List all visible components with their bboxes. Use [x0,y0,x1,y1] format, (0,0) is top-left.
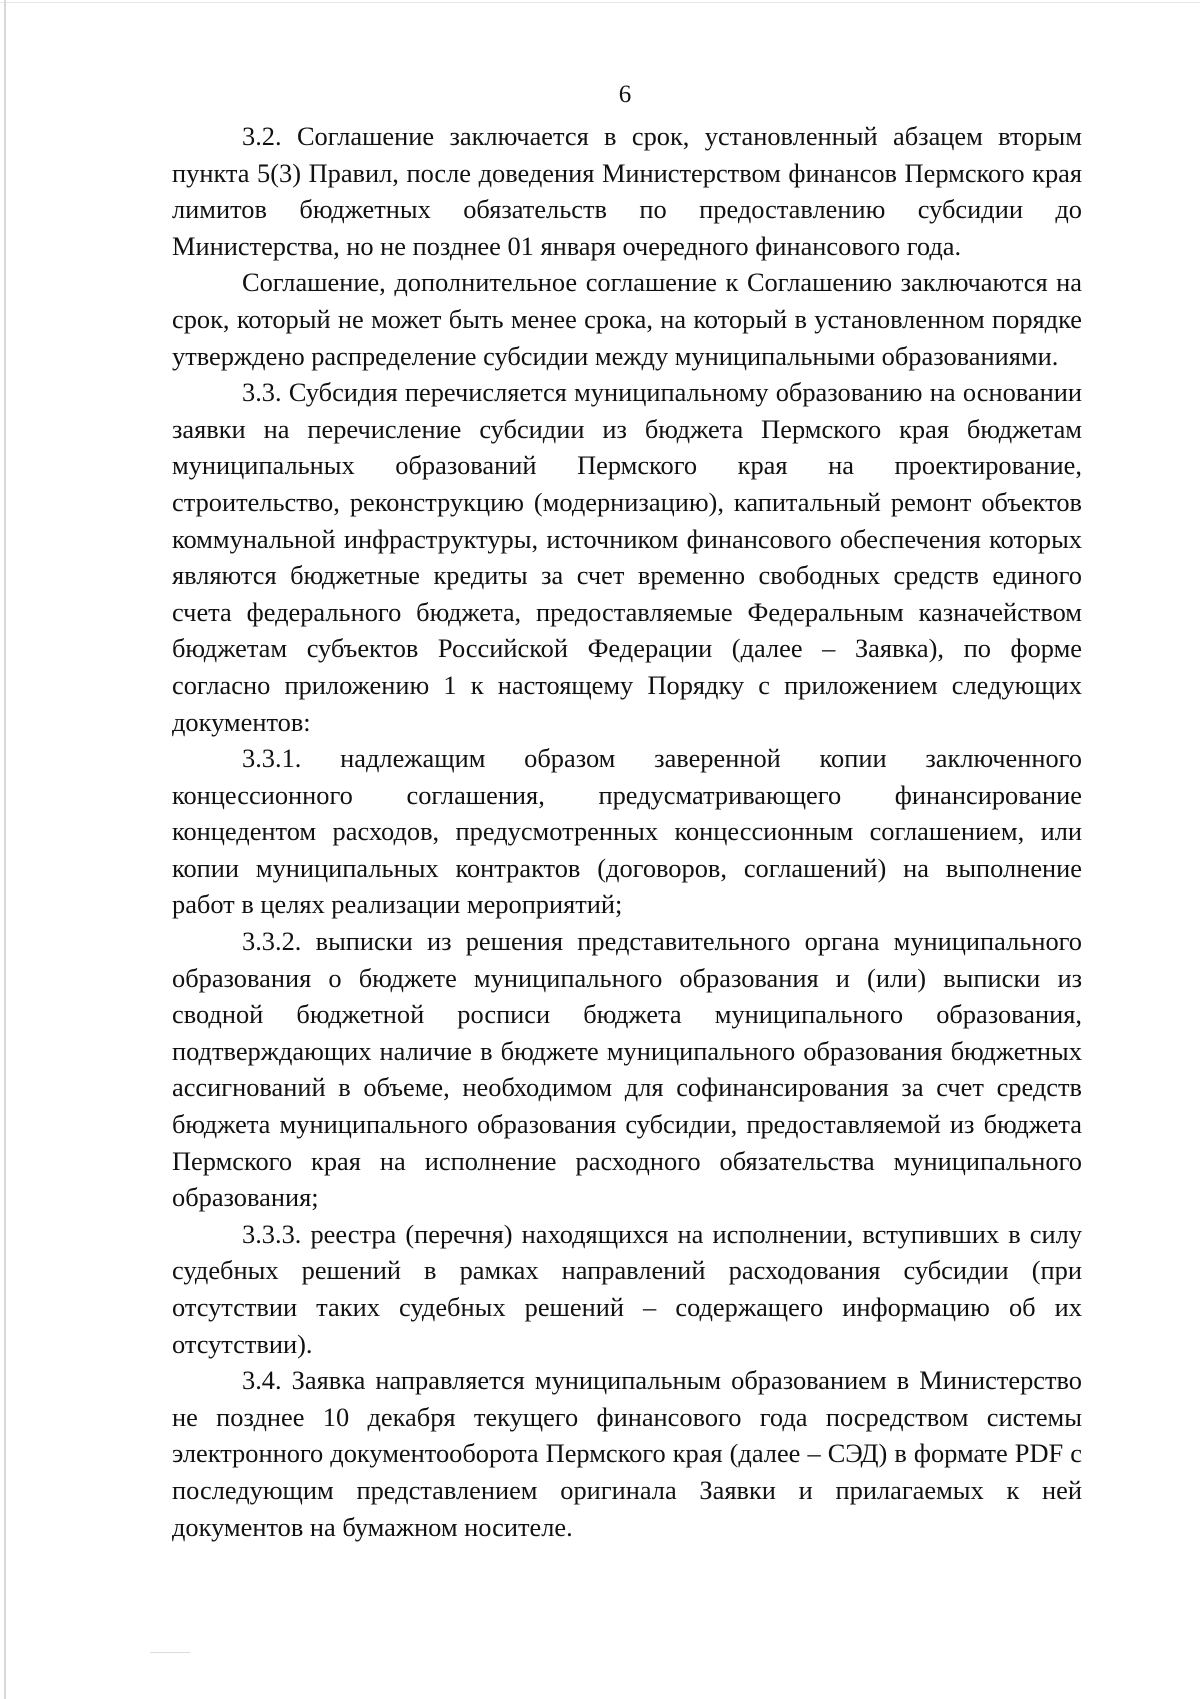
scan-edge-top [0,2,1200,3]
paragraph-agreement-term: Соглашение, дополнительное соглашение к Соглашению заключаются на срок, который не может быть менее срока, на который в установленном порядке утверждено распределение субсидии между муниципальными образованиями. [172,267,1082,371]
scan-edge-left [4,0,6,1699]
paragraph-3-3-3: 3.3.3. реестра (перечня) находящихся на исполнении, вступивших в силу судебных решений в рамках направлений расходования субсидии (при отсутствии таких судебных решений – содержащего информацию об их отсутствии). [172,1218,1082,1359]
page-number: 6 [618,81,632,108]
paragraph-3-3-2: 3.3.2. выписки из решения представительного органа муниципального образования о бюджете муниципального образования и (или) выписки из сводной бюджетной росписи бюджета муниципального образования, подтверждающих наличие в бюджете муниципального образования бюджетных ассигнований в объеме, необходимом для софинансирования за счет средств бюджета муниципального образования субсидии, предоставляемой из бюджета Пермского края на исполнение расходного обязательства муниципального образования; [172,926,1082,1213]
paragraph-3-3: 3.3. Субсидия перечисляется муниципальному образованию на основании заявки на перечисление субсидии из бюджета Пермского края бюджетам муниципальных образований Пермского края на проектирование, строительство, реконструкцию (модернизацию), капитальный ремонт объектов коммунальной инфраструктуры, источником финансового обеспечения которых являются бюджетные кредиты за счет временно свободных средств единого счета федерального бюджета, предоставляемые Федеральным казначейством бюджетам субъектов Российской Федерации (далее – Заявка), по форме согласно приложению 1 к настоящему Порядку с приложением следующих документов: [172,377,1082,737]
document-body [172,118,1082,1545]
scan-artifact [150,1652,190,1653]
paragraph-3-3-1: 3.3.1. надлежащим образом заверенной копии заключенного концессионного соглашения, предусматривающего финансирование концедентом расходов, предусмотренных концессионным соглашением, или копии муниципальных контрактов (договоров, соглашений) на выполнение работ в целях реализации мероприятий; [172,743,1082,920]
paragraph-3-2: 3.2. Соглашение заключается в срок, установленный абзацем вторым пункта 5(3) Правил, после доведения Министерством финансов Пермского края лимитов бюджетных обязательств по предоставлению субсидии до Министерства, но не позднее 01 января очередного финансового года. [172,121,1082,261]
paragraph-3-4: 3.4. Заявка направляется муниципальным образованием в Министерство не позднее 10 декабря текущего финансового года посредством системы электронного документооборота Пермского края (далее – СЭД) в формате PDF с последующим представлением оригинала Заявки и прилагаемых к ней документов на бумажном носителе. [172,1365,1082,1542]
